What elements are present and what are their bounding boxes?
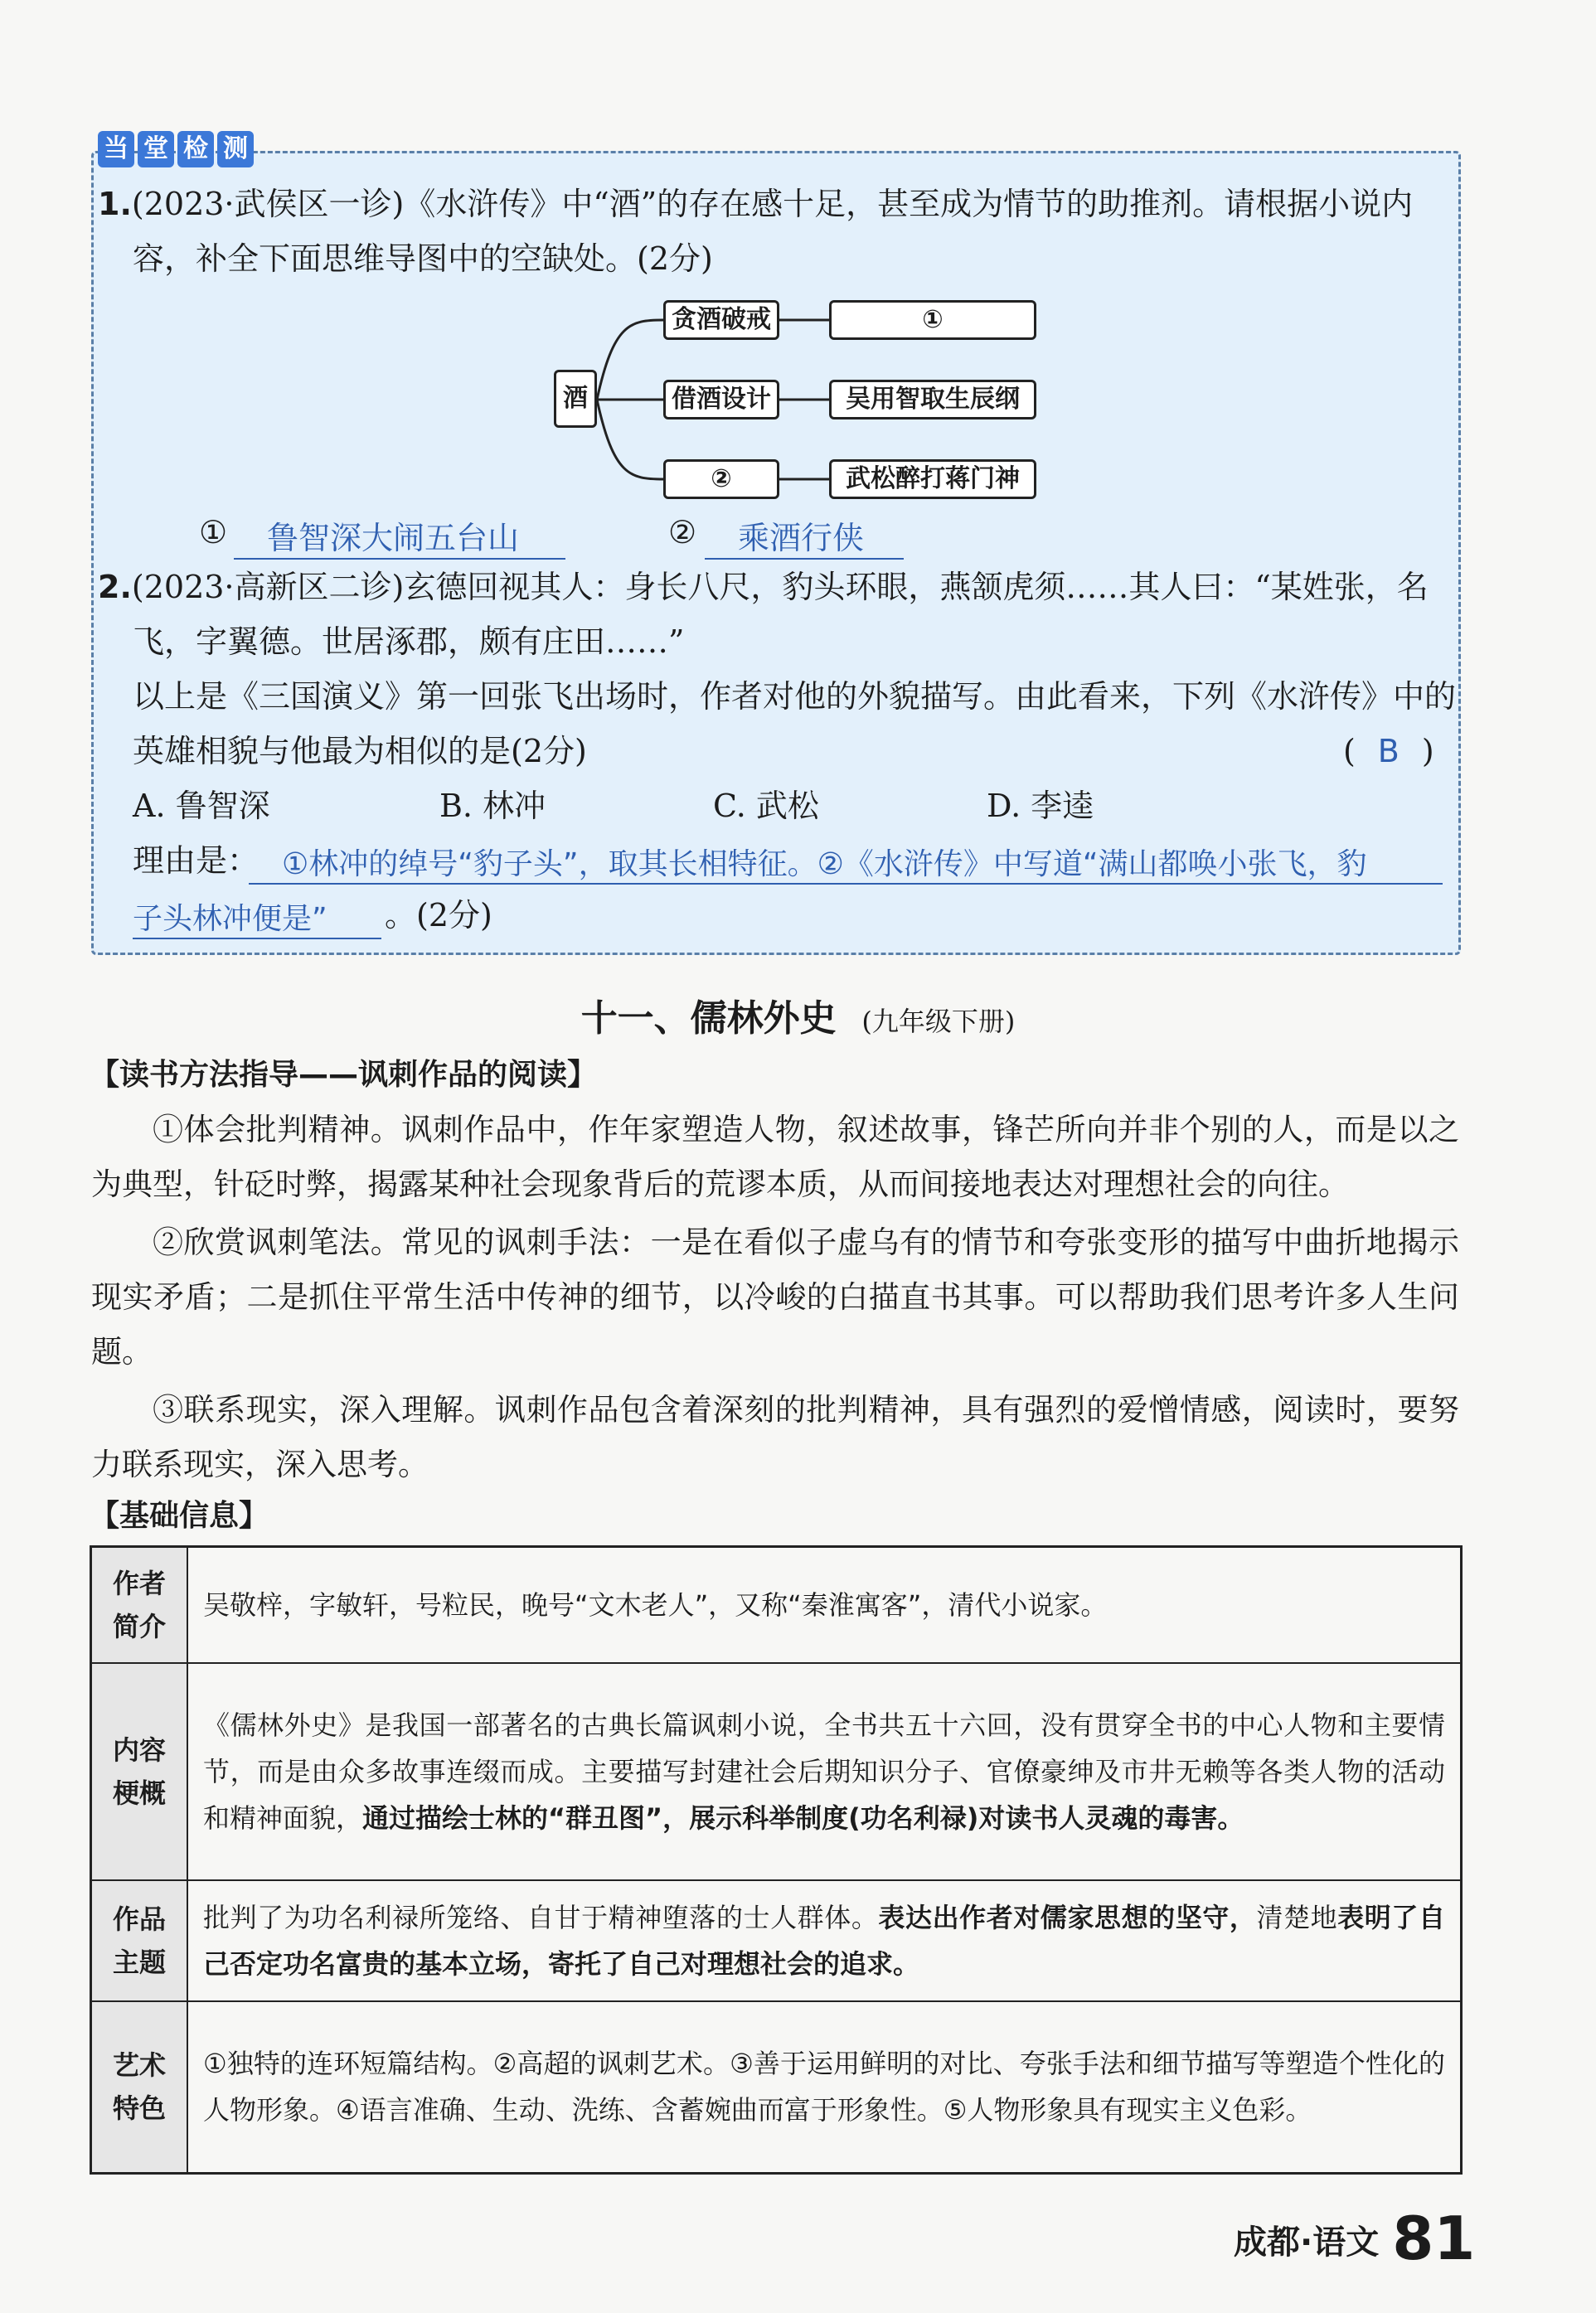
footer-text: 成都·语文	[1234, 2223, 1380, 2262]
q1-answer1-marker: ①	[199, 514, 228, 550]
label-art: 艺术 特色	[91, 2001, 188, 2174]
q2-reason-line2: 子头林冲便是”	[133, 895, 381, 939]
author-intro: 吴敬梓，字敏轩，号粒民，晚号“文木老人”，又称“秦淮寓客”，清代小说家。	[187, 1547, 1462, 1663]
page-number: 81	[1392, 2204, 1476, 2273]
label-theme: 作品 主题	[91, 1880, 188, 2001]
guide-paragraph-1: ①体会批判精神。讽刺作品中，作年家塑造人物，叙述故事，锋芒所向并非个别的人，而是以之为典型，针砭时弊，揭露某种社会现象背后的荒谬本质，从而间接地表达对理想社会的向往。	[91, 1112, 1459, 1202]
mindmap-right-1: ①	[829, 300, 1036, 340]
q1-number: 1.	[98, 186, 132, 222]
q2-bracket: ( B )	[1343, 733, 1434, 769]
section-title-text: 十一、儒林外史	[580, 997, 837, 1040]
content-summary: 《儒林外史》是我国一部著名的古典长篇讽刺小说，全书共五十六回，没有贯穿全书的中心人物和主要情节，而是由众多故事连缀而成。主要描写封建社会后期知识分子、官僚豪绅及市井无赖等各类人物的活动和精神面貌，通过描绘士林的“群丑图”，展示科举制度(功名利禄)对读书人灵魂的毒害。	[187, 1663, 1462, 1880]
q2-option-d: D. 李逵	[987, 788, 1094, 824]
q2-line1	[98, 569, 1429, 605]
q2-options	[133, 788, 1094, 824]
badge-char: 堂	[138, 131, 174, 167]
q2-option-c: C. 武松	[713, 788, 819, 824]
label-author: 作者 简介	[91, 1547, 188, 1663]
practice-badge	[98, 131, 254, 171]
badge-char: 当	[98, 131, 134, 167]
q2-reason-label: 理由是：	[133, 842, 260, 879]
q2-option-b: B. 林冲	[439, 788, 546, 824]
mindmap-right-3: 武松醉打蒋门神	[829, 459, 1036, 499]
label-summary: 内容 梗概	[91, 1663, 188, 1880]
section-subtitle: (九年级下册)	[861, 1006, 1016, 1037]
q2-reason-line1: ①林冲的绰号“豹子头”，取其长相特征。②《水浒传》中写道“满山都唤小张飞，豹	[249, 841, 1443, 885]
q1-text1: (2023·武侯区一诊)《水浒传》中“酒”的存在感十足，甚至成为情节的助推剂。请根据小说内	[131, 186, 1414, 222]
badge-char: 测	[217, 131, 254, 167]
q1-line2: 容，补全下面思维导图中的空缺处。(2分)	[133, 240, 713, 277]
q2-line3: 以上是《三国演义》第一回张飞出场时，作者对他的外貌描写。由此看来，下列《水浒传》中的	[133, 678, 1457, 715]
guide-paragraph-2: ②欣赏讽刺笔法。常见的讽刺手法：一是在看似子虚乌有的情节和夸张变形的描写中曲折地揭示现实矛盾；二是抓住平常生活中传神的细节，以冷峻的白描直书其事。可以帮助我们思考许多人生问题。	[91, 1224, 1459, 1370]
page-footer	[1234, 2197, 1475, 2272]
q1-answer2-marker: ②	[668, 514, 697, 550]
badge-char: 检	[177, 131, 214, 167]
q1-line1	[98, 186, 1413, 222]
q2-line2: 飞，字翼德。世居涿郡，颇有庄田……”	[133, 623, 685, 660]
basic-info-heading: 【基础信息】	[90, 1499, 269, 1533]
mindmap-mid-3: ②	[663, 459, 779, 499]
art-features: ①独特的连环短篇结构。②高超的讽刺艺术。③善于运用鲜明的对比、夸张手法和细节描写等塑造个性化的人物形象。④语言准确、生动、洗练、含蓄婉曲而富于形象性。⑤人物形象具有现实主义色彩。	[187, 2001, 1462, 2174]
guide-heading: 【读书方法指导——讽刺作品的阅读】	[90, 1058, 598, 1092]
q2-text1: (2023·高新区二诊)玄德回视其人：身长八尺，豹头环眼，燕颔虎须……其人曰：“某姓张，名	[131, 569, 1429, 605]
mindmap-mid-1: 贪酒破戒	[663, 300, 779, 340]
q2-reason-tail: 。(2分)	[385, 897, 492, 933]
q1-answer1: 鲁智深大闹五台山	[234, 512, 565, 560]
mindmap-center: 酒	[554, 370, 597, 428]
guide-paragraph-3: ③联系现实，深入理解。讽刺作品包含着深刻的批判精神，具有强烈的爱憎情感，阅读时，要努力联系现实，深入思考。	[91, 1392, 1459, 1482]
q2-option-a: A. 鲁智深	[133, 788, 270, 824]
work-theme: 批判了为功名利禄所笼络、自甘于精神堕落的士人群体。表达出作者对儒家思想的坚守，清楚地表明了自己否定功名富贵的基本立场，寄托了自己对理想社会的追求。	[187, 1880, 1462, 2001]
mindmap-right-2: 吴用智取生辰纲	[829, 380, 1036, 419]
section-title	[0, 988, 1596, 1041]
q1-answer2: 乘酒行侠	[705, 512, 904, 560]
q2-number: 2.	[98, 569, 132, 605]
q2-line4: 英雄相貌与他最为相似的是(2分)	[133, 733, 587, 769]
mindmap-mid-2: 借酒设计	[663, 380, 779, 419]
table-row	[91, 2001, 1462, 2174]
basic-info-table	[90, 1545, 1463, 2175]
table-row	[91, 1547, 1462, 1663]
table-row	[91, 1880, 1462, 2001]
q2-choice-answer: B	[1377, 733, 1400, 769]
table-row	[91, 1663, 1462, 1880]
